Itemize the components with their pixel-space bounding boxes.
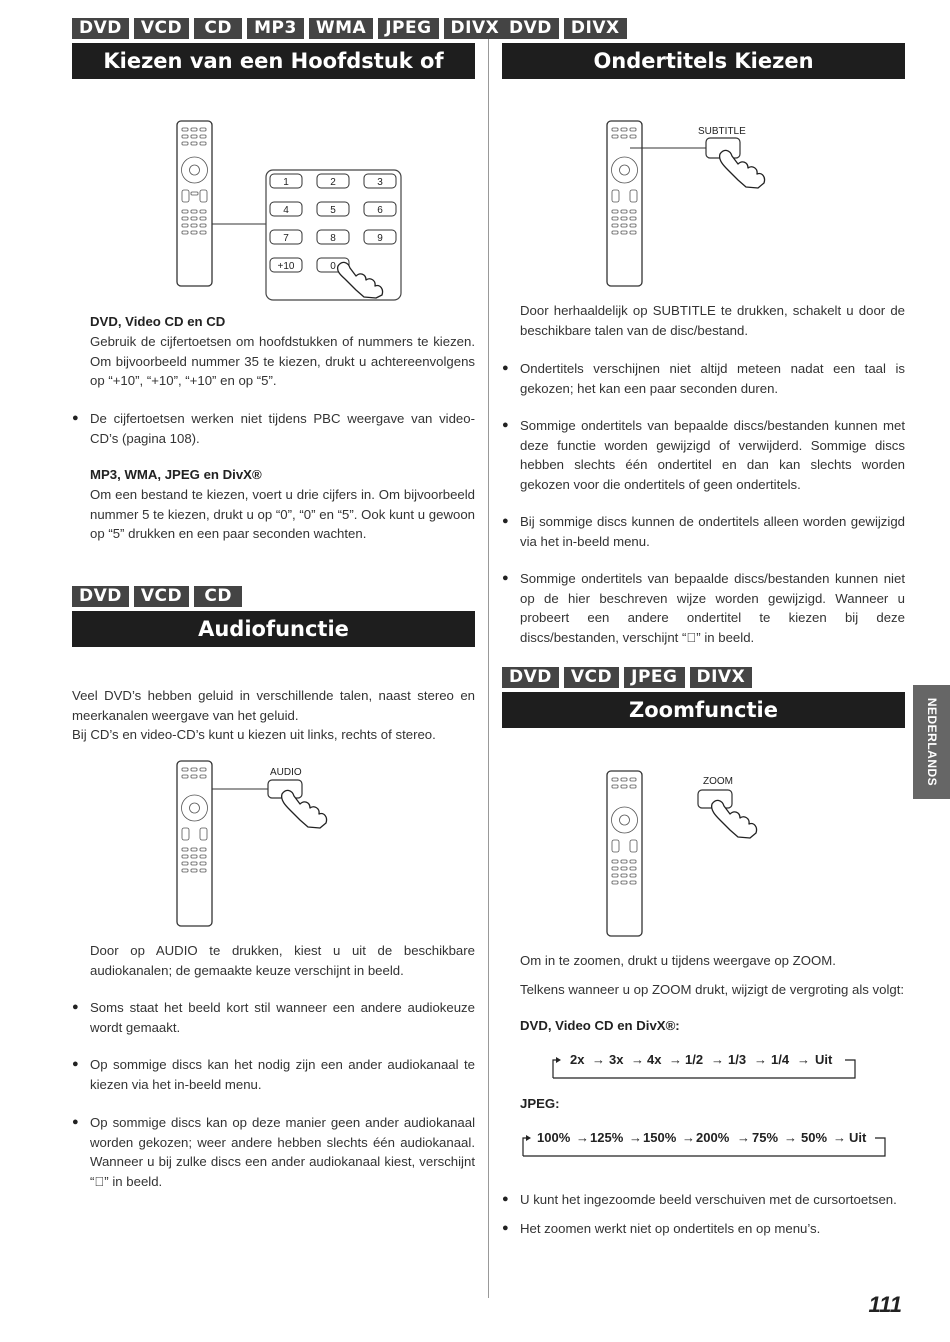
- tag-divx: DIVX: [690, 667, 753, 688]
- zoom-sequence-diagram-dvd: [545, 1046, 865, 1082]
- zoom-paragraph-2: Telkens wanneer u op ZOOM drukt, wijzigt de vergroting als volgt:: [520, 982, 905, 997]
- zoom-step: 4x: [647, 1052, 662, 1067]
- subtitle-bullet-3: ● Bij sommige discs kunnen de ondertitels alleen worden gewijzigd via het in-beeld menu.: [520, 512, 905, 551]
- key-6: 6: [377, 205, 383, 216]
- zoom-step: 2x: [570, 1052, 585, 1067]
- zoom-subheading-dvd: DVD, Video CD en DivX®:: [520, 1018, 680, 1033]
- zoom-step: 200%: [696, 1130, 730, 1145]
- zoom-step: 3x: [609, 1052, 624, 1067]
- svg-text:→: →: [833, 1130, 846, 1145]
- svg-text:→: →: [711, 1052, 724, 1067]
- zoom-step: 1/4: [771, 1052, 790, 1067]
- pressing-hand-icon: [720, 150, 765, 188]
- audio-bullet-3-end: ” in beeld.: [104, 1173, 163, 1189]
- zoom-button-label: ZOOM: [703, 776, 733, 787]
- audio-bullet-1: ● Soms staat het beeld kort stil wanneer een andere audiokeuze wordt gemaakt.: [90, 998, 475, 1037]
- tag-cd: CD: [194, 18, 242, 39]
- format-tags-zoom: [502, 667, 752, 688]
- remote-control-icon: [607, 121, 642, 286]
- tag-dvd: DVD: [502, 18, 559, 39]
- format-tags-chapter: [72, 18, 506, 39]
- remote-control-icon: [607, 771, 642, 936]
- tag-vcd: VCD: [134, 18, 189, 39]
- zoom-step: Uit: [849, 1130, 867, 1145]
- zoom-step: 1/3: [728, 1052, 747, 1067]
- audio-paragraph-1: Door op AUDIO te drukken, kiest u uit de beschikbare audiokanalen; de gemaakte keuze verschijnt in beeld.: [90, 943, 475, 978]
- zoom-step: 75%: [752, 1130, 779, 1145]
- key-8: 8: [330, 233, 336, 244]
- chapter-paragraph-1: Gebruik de cijfertoetsen om hoofdstukken of nummers te kiezen. Om bijvoorbeeld nummer 35 te kiezen, drukt u achtereenvolgens op “+10”, “+10”, “+10” en op “5”.: [90, 334, 475, 388]
- subtitle-bullet-4-end: ” in beeld.: [696, 629, 755, 645]
- subtitle-bullet-4: [520, 569, 905, 647]
- svg-text:→: →: [629, 1130, 642, 1145]
- language-side-tab: [913, 685, 950, 799]
- key-1: 1: [283, 177, 289, 188]
- remote-control-icon: [177, 121, 212, 286]
- audio-bullet-3: [90, 1113, 475, 1191]
- subtitle-button-label: SUBTITLE: [698, 126, 746, 137]
- remote-control-icon: [177, 761, 212, 926]
- svg-text:→: →: [592, 1052, 605, 1067]
- audio-bullet-2: ● Op sommige discs kan het nodig zijn een ander audiokanaal te kiezen via het in-beeld menu.: [90, 1055, 475, 1094]
- format-tags-audio: [72, 586, 242, 607]
- svg-text:→: →: [669, 1052, 682, 1067]
- audio-button-label: AUDIO: [270, 767, 302, 778]
- heading-subtitle: Ondertitels Kiezen: [502, 43, 905, 79]
- audio-bullet-3-text: Op sommige discs kan op deze manier geen ander audiokanaal worden gekozen; weer andere hebben slechts één audiokanaal. Wanneer u bij zulke discs een ander audiokanaal kiest, verschijnt “: [90, 1115, 475, 1189]
- tag-wma: WMA: [309, 18, 373, 39]
- key-5: 5: [330, 205, 336, 216]
- svg-text:→: →: [682, 1130, 695, 1145]
- zoom-bullet-1: ● U kunt het ingezoomde beeld verschuiven met de cursortoetsen.: [520, 1190, 905, 1210]
- heading-chapter: Kiezen van een Hoofdstuk of Nummer: [72, 43, 475, 79]
- chapter-subheading-dvd: DVD, Video CD en CD: [90, 314, 226, 329]
- tag-divx: DIVX: [564, 18, 627, 39]
- tag-vcd: VCD: [134, 586, 189, 607]
- page-number: 111: [868, 1292, 902, 1317]
- zoom-step: 1/2: [685, 1052, 704, 1067]
- zoom-step: 125%: [590, 1130, 624, 1145]
- heading-zoom: Zoomfunctie: [502, 692, 905, 728]
- chapter-paragraph-2: Om een bestand te kiezen, voert u drie cijfers in. Om bijvoorbeeld nummer 5 te kiezen, drukt u op “0”, “0” en “5”. Ook kunt u gewoon op “5” drukken en een paar seconden wachten.: [90, 487, 475, 541]
- key-2: 2: [330, 177, 336, 188]
- svg-text:→: →: [631, 1052, 644, 1067]
- zoom-sequence-diagram-jpeg: [515, 1124, 890, 1160]
- remote-audio-illustration: [170, 758, 345, 930]
- tag-dvd: DVD: [502, 667, 559, 688]
- audio-intro-line-2: Bij CD’s en video-CD’s kunt u kiezen uit links, rechts of stereo.: [72, 727, 436, 742]
- key-0: 0: [330, 261, 336, 272]
- svg-text:→: →: [576, 1130, 589, 1145]
- subtitle-bullet-1: ● Ondertitels verschijnen niet altijd meteen nadat een taal is gekozen; het kan een paar seconden duren.: [520, 359, 905, 398]
- heading-audio: Audiofunctie: [72, 611, 475, 647]
- language-side-tab-label: NEDERLANDS: [924, 697, 939, 787]
- remote-keypad-illustration: [170, 118, 410, 303]
- tag-mp3: MP3: [247, 18, 304, 39]
- key-7: 7: [283, 233, 289, 244]
- tag-dvd: DVD: [72, 586, 129, 607]
- svg-text:→: →: [797, 1052, 810, 1067]
- chapter-subheading-mp3: MP3, WMA, JPEG en DivX®: [90, 467, 262, 482]
- zoom-step: 150%: [643, 1130, 677, 1145]
- tag-vcd: VCD: [564, 667, 619, 688]
- pressing-hand-icon: [712, 800, 757, 838]
- subtitle-paragraph-1: Door herhaaldelijk op SUBTITLE te drukken, schakelt u door de beschikbare talen van de disc/bestand.: [520, 303, 905, 338]
- key-plus10: +10: [277, 261, 295, 272]
- zoom-bullet-2: ● Het zoomen werkt niet op ondertitels en op menu’s.: [520, 1219, 905, 1239]
- tag-jpeg: JPEG: [378, 18, 438, 39]
- subtitle-bullet-2: ● Sommige ondertitels van bepaalde discs/bestanden kunnen met deze functie worden gewijzigd of verwijderd. Sommige discs hebben slechts één ondertitel en dan kan slechts worden gekozen voor die ondertitels of geen ondertitels.: [520, 416, 905, 494]
- format-tags-subtitle: [502, 18, 627, 39]
- tag-divx: DIVX: [444, 18, 507, 39]
- svg-text:→: →: [784, 1130, 797, 1145]
- remote-subtitle-illustration: [600, 118, 790, 290]
- remote-zoom-illustration: [600, 768, 775, 940]
- zoom-step: 50%: [801, 1130, 828, 1145]
- tag-cd: CD: [194, 586, 242, 607]
- key-4: 4: [283, 205, 289, 216]
- audio-intro-line-1: Veel DVD’s hebben geluid in verschillende talen, naast stereo en meerkanalen weergave van het geluid.: [72, 688, 475, 723]
- zoom-step: Uit: [815, 1052, 833, 1067]
- chapter-bullet-1: ● De cijfertoetsen werken niet tijdens PBC weergave van video-CD’s (pagina 108).: [90, 409, 475, 448]
- key-3: 3: [377, 177, 383, 188]
- subtitle-bullet-4-text: Sommige ondertitels van bepaalde discs/bestanden kunnen niet op de hier beschreven wijze worden gewijzigd. Wanneer u probeert een andere ondertitel te kiezen bij deze discs/bestanden, verschijnt “: [520, 571, 905, 645]
- tag-dvd: DVD: [72, 18, 129, 39]
- key-9: 9: [377, 233, 383, 244]
- pressing-hand-icon: [282, 790, 327, 828]
- svg-text:→: →: [737, 1130, 750, 1145]
- zoom-step: 100%: [537, 1130, 571, 1145]
- audio-intro: [72, 686, 475, 745]
- zoom-subheading-jpeg: JPEG:: [520, 1096, 560, 1111]
- svg-text:→: →: [754, 1052, 767, 1067]
- column-divider: [488, 20, 489, 1298]
- tag-jpeg: JPEG: [624, 667, 684, 688]
- zoom-paragraph-1: Om in te zoomen, drukt u tijdens weergave op ZOOM.: [520, 953, 836, 968]
